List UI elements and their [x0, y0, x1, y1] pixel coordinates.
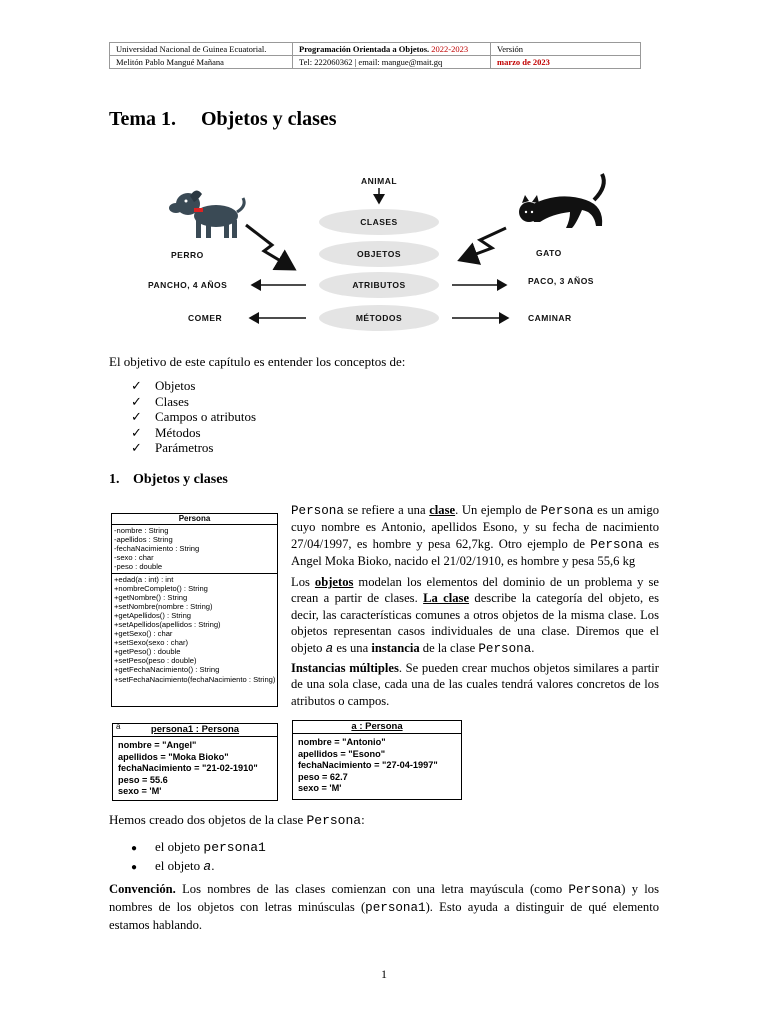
label-metodos: MÉTODOS	[355, 313, 403, 323]
cat-illustration	[519, 174, 604, 228]
page-number: 1	[381, 967, 387, 981]
uml-operations: +edad(a : int) : int +nombreCompleto() : String +getNombre() : String +setNombre(nombre : String) +getApellidos() : String +setApellidos(apellidos : String) +getSexo() : char +setSexo(sexo : char) +getPeso() : double +setPeso(peso : double) +getFechaNacimiento() : String +setFechaNacimiento(fechaNacimiento : String)	[114, 575, 276, 684]
list-item: ✓ Campos o atributos	[131, 409, 257, 424]
paragraph-instancias: Instancias múltiples. Se pueden crear muchos objetos similares a partir de una sola clase, cada una de las cuales tendrá valores concretos de los atributos o campos.	[291, 661, 659, 708]
header-author: Melitón Pablo Mangué Mañana	[110, 56, 293, 69]
concepts-list	[131, 378, 256, 456]
header-university: Universidad Nacional de Guinea Ecuatorial.	[110, 43, 293, 56]
label-objetos: OBJETOS	[357, 249, 401, 259]
dog-illustration	[169, 190, 244, 238]
list-item: ✓ Métodos	[131, 424, 201, 440]
label-animal: ANIMAL	[360, 176, 398, 186]
label-gato: GATO	[536, 248, 562, 258]
uml-attributes: -nombre : String -apellidos : String -fechaNacimiento : String -sexo : char -peso : double	[112, 525, 277, 574]
paragraph-convencion: Convención. Los nombres de las clases comienzan con una letra mayúscula (como Persona) y los nombres de los objetos con letras minúsculas (persona1). Esto ayuda a distinguir de qué elemento estamos hablando.	[109, 882, 659, 932]
list-item: ● el objeto persona1	[131, 839, 266, 855]
paragraph-persona: Persona se refiere a una clase. Un ejemplo de Persona es un amigo cuyo nombre es Antonio, apellidos Esono, y su fecha de nacimiento 27/04/1997, es hombre y pesa 62,7kg. Otro ejemplo de Persona es Angel Moka Bioko, nacido el 21/02/1910, es hombre y pesa 55,6 kg	[291, 503, 660, 569]
objects-list	[131, 838, 266, 876]
label-clases: CLASES	[360, 217, 398, 227]
label-caminar: CAMINAR	[528, 313, 572, 323]
label-atributos: ATRIBUTOS	[352, 280, 406, 290]
object-fields: nombre = "Antonio" apellidos = "Esono" fechaNacimiento = "27-04-1997" peso = 62.7 sexo = 'M'	[298, 737, 438, 793]
header-table	[109, 42, 641, 69]
hemos-text: Hemos creado dos objetos de la clase Persona:	[109, 812, 365, 828]
uml-class-persona	[111, 513, 278, 707]
object-persona1	[112, 723, 278, 801]
header-date: marzo de 2023	[491, 56, 641, 69]
header-course: Programación Orientada a Objetos. 2022-2023	[293, 43, 491, 56]
list-item: ✓ Objetos	[131, 378, 196, 393]
object-a	[292, 720, 462, 800]
dog-arrow	[246, 225, 294, 269]
list-item: ● el objeto a.	[131, 858, 215, 874]
chapter-title: Tema 1. Objetos y clases	[109, 108, 337, 130]
object-title: persona1 : Persona	[150, 724, 240, 735]
list-item: ✓ Clases	[131, 393, 189, 409]
object-title: a : Persona	[351, 721, 403, 732]
label-pancho: PANCHO, 4 AÑOS	[148, 280, 228, 290]
paragraph-objetos: Los objetos modelan los elementos del dominio de un problema y se crean a partir de clases. La clase describe la categoría del objeto, es decir, las características comunes a otros objetos de la misma clase. Los objetos representan casos individuales de una clase. Diremos que el objeto a es una instancia de la clase Persona.	[291, 575, 659, 656]
section-heading: 1. Objetos y clases	[109, 472, 228, 487]
header-contact: Tel: 222060362 | email: mangue@mait.gq	[293, 56, 491, 69]
object-tag: a	[116, 722, 121, 731]
cat-arrow	[460, 228, 506, 260]
label-comer: COMER	[188, 313, 223, 323]
concept-diagram	[146, 170, 646, 332]
uml-class-name: Persona	[112, 514, 277, 525]
label-paco: PACO, 3 AÑOS	[528, 276, 594, 286]
label-perro: PERRO	[171, 250, 204, 260]
object-fields: nombre = "Angel" apellidos = "Moka Bioko" fechaNacimiento = "21-02-1910" peso = 55.6 sexo = 'M'	[118, 740, 258, 796]
list-item: ✓ Parámetros	[131, 440, 214, 455]
intro-text: El objetivo de este capítulo es entender los conceptos de:	[109, 354, 406, 369]
header-version-label: Versión	[491, 43, 641, 56]
